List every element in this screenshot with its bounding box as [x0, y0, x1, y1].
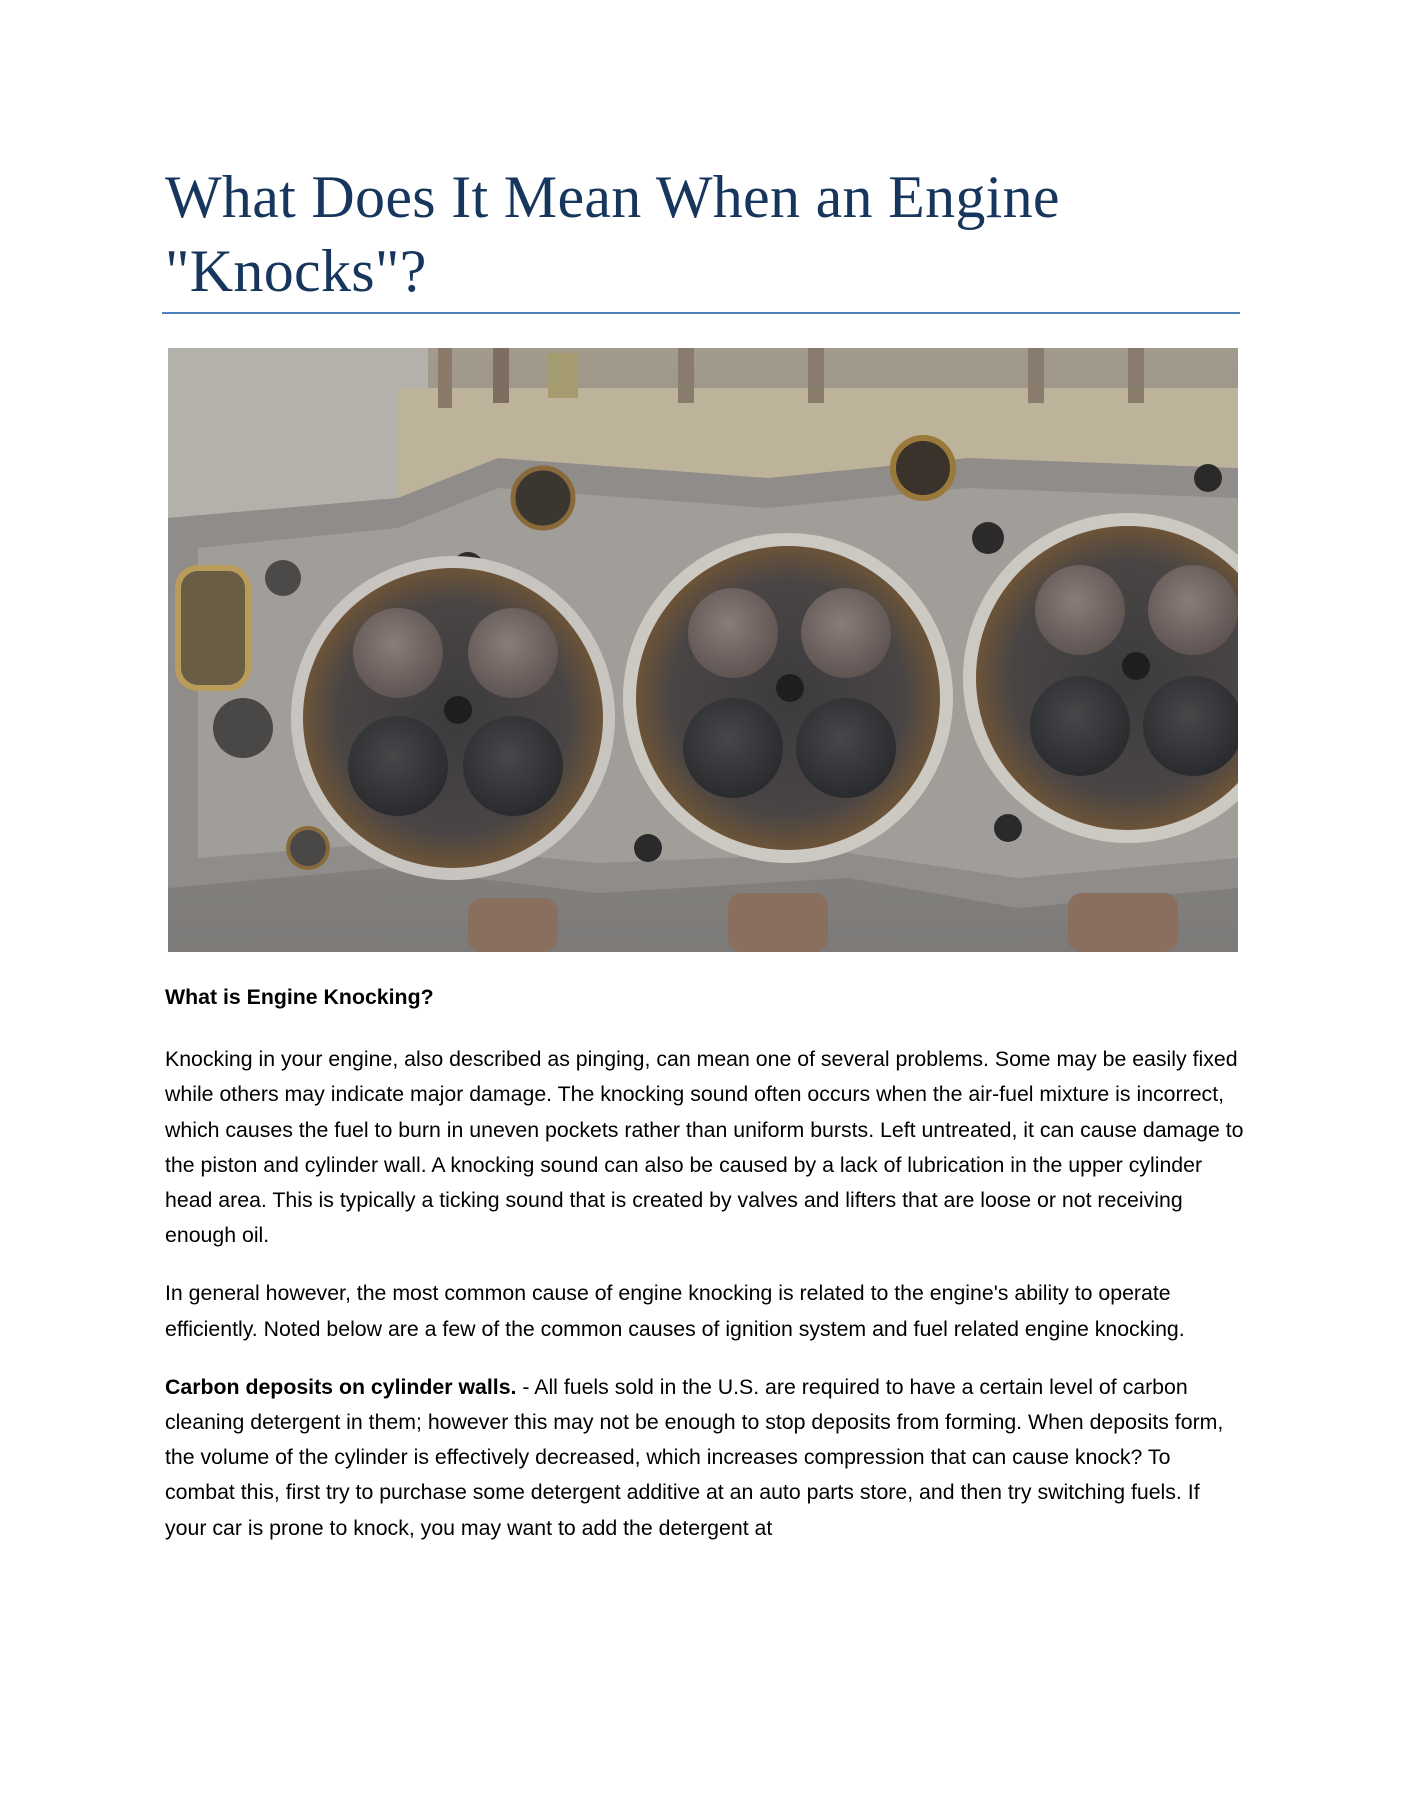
engine-photo-illustration: [168, 348, 1238, 952]
paragraph-knocking-intro: Knocking in your engine, also described as pinging, can mean one of several problems. Some may be easily fixed while others may indicate major damage. The knocking sound often occurs when the air-fuel mixture is incorrect, which causes the fuel to burn in uneven pockets rather than uniform bursts. Left untreated, it can cause damage to the piston and cylinder wall. A knocking sound can also be caused by a lack of lubrication in the upper cylinder head area. This is typically a ticking sound that is created by valves and lifters that are loose or not receiving enough oil.: [165, 1047, 1244, 1248]
paragraph-carbon-deposits: [165, 1370, 1245, 1546]
paragraph-common-causes: In general however, the most common cause of engine knocking is related to the engine's ability to operate efficiently. Noted below are a few of the common causes of ignition system and fuel related engine knocking.: [165, 1281, 1185, 1341]
cause-label-carbon-deposits: Carbon deposits on cylinder walls.: [165, 1374, 517, 1399]
page-title: What Does It Mean When an Engine "Knocks"?: [165, 164, 1060, 304]
article-body: [165, 980, 1245, 1569]
title-underline-divider: [162, 312, 1240, 314]
cause-text-carbon-deposits: - All fuels sold in the U.S. are required to have a certain level of carbon cleaning detergent in them; however this may not be enough to stop deposits from forming. When deposits form, the volume of the cylinder is effectively decreased, which increases compression that can cause knock? To combat this, first try to purchase some detergent additive at an auto parts store, and then try switching fuels. If your car is prone to knock, you may want to add the detergent at: [165, 1374, 1224, 1540]
section-heading: What is Engine Knocking?: [165, 985, 434, 1009]
engine-cylinder-head-photo: [168, 348, 1238, 952]
